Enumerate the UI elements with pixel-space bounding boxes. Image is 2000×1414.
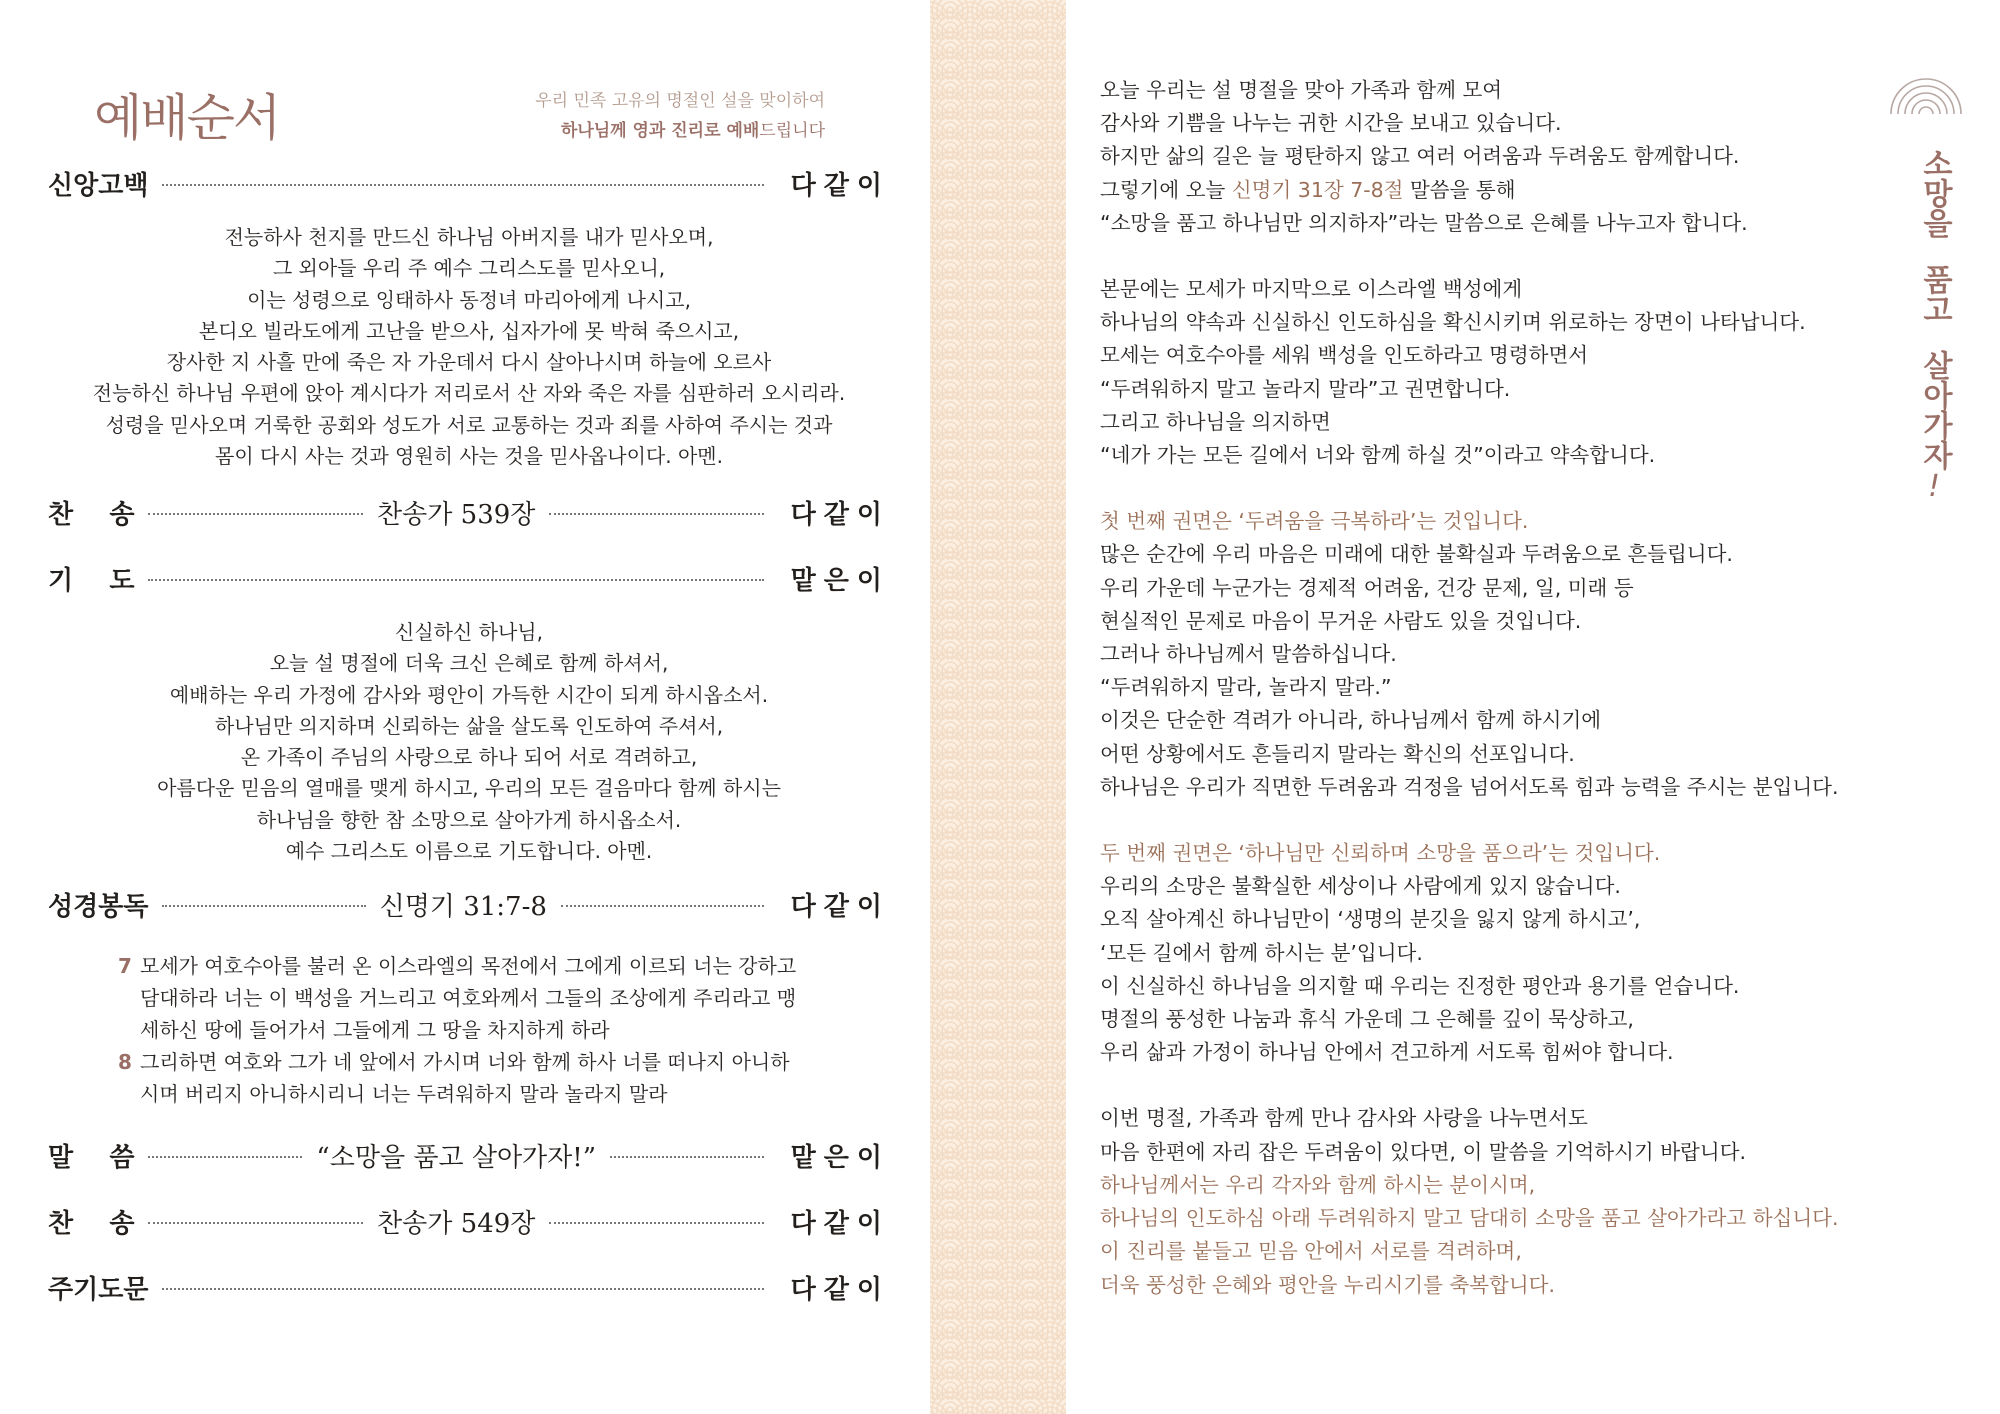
prayer-line: 예배하는 우리 가정에 감사와 평안이 가득한 시간이 되게 하시옵소서. <box>169 682 769 707</box>
subtitle-highlight: 하나님께 영과 진리로 예배 <box>560 121 760 141</box>
body-line: 많은 순간에 우리 마음은 미래에 대한 불확실과 두려움으로 흔들립니다. <box>1100 542 1733 567</box>
dot-leader <box>148 1156 302 1158</box>
order-center: 찬송가 549장 <box>377 1208 536 1239</box>
subtitle-end: 드립니다 <box>759 121 825 141</box>
prayer-line: 아름다운 믿음의 열매를 맺게 하시고, 우리의 모든 걸음마다 함께 하시는 <box>157 776 781 801</box>
verse-number: 8 <box>118 1050 132 1074</box>
order-role: 다같이 <box>790 891 891 922</box>
paragraph-heading: 두 번째 권면은 ‘하나님만 신뢰하며 소망을 품으라’는 것입니다. <box>1100 841 1661 866</box>
dot-leader <box>549 1222 764 1224</box>
paragraph <box>1100 74 1960 240</box>
sermon-body <box>1100 74 1960 1335</box>
verse-line: 세하신 땅에 들어가서 그들에게 그 땅을 차지하게 하라 <box>140 1018 610 1042</box>
order-item-prayer <box>48 558 890 598</box>
order-label: 주기도문 <box>48 1274 149 1305</box>
paragraph <box>1100 505 1960 804</box>
body-line: “네가 가는 모든 길에서 너와 함께 하실 것”이라고 약속합니다. <box>1100 443 1656 468</box>
order-role: 맡은이 <box>790 1142 890 1173</box>
prayer-line: 하나님만 의지하며 신뢰하는 삶을 살도록 인도하여 주셔서, <box>214 713 724 738</box>
creed-line: 전능하신 하나님 우편에 앉아 계시다가 저리로서 산 자와 죽은 자를 심판하러 오시리라. <box>92 381 846 406</box>
order-label: 말 씀 <box>48 1142 135 1173</box>
dot-leader <box>162 184 764 186</box>
body-line: 하나님의 약속과 신실하신 인도하심을 확신시키며 위로하는 장면이 나타납니다. <box>1100 310 1806 335</box>
dot-leader <box>148 513 363 515</box>
body-line: 이것은 단순한 격려가 아니라, 하나님께서 함께 하시기에 <box>1100 708 1602 733</box>
body-line: 오늘 우리는 설 명절을 맞아 가족과 함께 모여 <box>1100 78 1503 102</box>
verse-line: 담대하라 너는 이 백성을 거느리고 여호와께서 그들의 조상에게 주리라고 맹 <box>140 986 797 1010</box>
body-line: 우리의 소망은 불확실한 세상이나 사람에게 있지 않습니다. <box>1100 874 1621 899</box>
body-line: 하나님은 우리가 직면한 두려움과 걱정을 넘어서도록 힘과 능력을 주시는 분입니다. <box>1100 774 1839 799</box>
order-label: 찬 송 <box>48 1208 135 1239</box>
left-page <box>0 0 930 1414</box>
verse-number: 7 <box>118 954 132 978</box>
order-center: 찬송가 539장 <box>377 499 536 530</box>
body-line: 명절의 풍성한 나눔과 휴식 가운데 그 은혜를 깊이 묵상하고, <box>1100 1007 1634 1032</box>
order-label: 성경봉독 <box>48 891 149 922</box>
prayer-text <box>48 617 890 867</box>
scripture-reference: 신명기 31장 7-8절 <box>1231 177 1404 202</box>
dot-leader <box>162 1288 764 1290</box>
creed-text <box>48 222 890 472</box>
vertical-title-part: 품고 <box>1917 264 1952 324</box>
order-label: 찬 송 <box>48 499 135 530</box>
body-line: 이 신실하신 하나님을 의지할 때 우리는 진정한 평안과 용기를 얻습니다. <box>1100 973 1740 998</box>
creed-line: 이는 성령으로 잉태하사 동정녀 마리아에게 나시고, <box>247 287 691 312</box>
prayer-line: 예수 그리스도 이름으로 기도합니다. 아멘. <box>285 839 653 864</box>
vertical-title-part: 소망을 <box>1917 148 1952 238</box>
page-title: 예배순서 <box>94 89 280 147</box>
paragraph-heading: 첫 번째 권면은 ‘두려움을 극복하라’는 것입니다. <box>1100 509 1529 534</box>
dot-leader <box>549 513 764 515</box>
right-page <box>1066 0 2000 1414</box>
verse-line: 시며 버리지 아니하시리니 너는 두려워하지 말라 놀라지 말라 <box>140 1082 668 1106</box>
order-center: 신명기 31:7-8 <box>379 891 547 922</box>
vertical-title-part: ! <box>1927 469 1941 504</box>
body-line: ‘모든 길에서 함께 하시는 분’입니다. <box>1100 940 1423 965</box>
dot-leader <box>148 579 764 581</box>
verse <box>118 950 858 1046</box>
prayer-line: 오늘 설 명절에 더욱 크신 은혜로 함께 하셔서, <box>269 651 669 676</box>
body-line: 하나님께서는 우리 각자와 함께 하시는 분이시며, <box>1100 1172 1536 1197</box>
body-line: 감사와 기쁨을 나누는 귀한 시간을 보내고 있습니다. <box>1100 111 1562 136</box>
body-line <box>1100 174 1960 207</box>
wave-pattern-icon <box>930 0 1066 1414</box>
order-role: 다같이 <box>790 499 890 530</box>
order-role: 다같이 <box>790 1208 890 1239</box>
dot-leader <box>162 905 365 907</box>
wave-pattern-divider <box>930 0 1066 1414</box>
prayer-line: 하나님을 향한 참 소망으로 살아가게 하시옵소서. <box>256 807 682 832</box>
body-line: “소망을 품고 하나님만 의지하자”라는 말씀으로 은혜를 나누고자 합니다. <box>1100 210 1748 235</box>
body-line: 이 진리를 붙들고 믿음 안에서 서로를 격려하며, <box>1100 1239 1522 1264</box>
creed-line: 장사한 지 사흘 만에 죽은 자 가운데서 다시 살아나시며 하늘에 오르사 <box>166 350 772 375</box>
order-label: 신앙고백 <box>48 170 149 201</box>
order-item-sermon <box>48 1135 890 1175</box>
body-line: 그러나 하나님께서 말씀하십니다. <box>1100 642 1397 667</box>
body-line: “두려워하지 말고 놀라지 말라”고 권면합니다. <box>1100 376 1511 401</box>
creed-line: 전능하사 천지를 만드신 하나님 아버지를 내가 믿사오며, <box>224 225 714 249</box>
order-item-lords-prayer <box>48 1267 890 1307</box>
paragraph <box>1100 1102 1960 1301</box>
body-line: 하지만 삶의 길은 늘 평탄하지 않고 여러 어려움과 두려움도 함께합니다. <box>1100 144 1740 169</box>
body-line: 모세는 여호수아를 세워 백성을 인도하라고 명령하면서 <box>1100 343 1589 368</box>
body-line: 어떤 상황에서도 흔들리지 말라는 확신의 선포입니다. <box>1100 741 1575 766</box>
dot-leader <box>561 905 764 907</box>
body-line: 하나님의 인도하심 아래 두려워하지 말고 담대히 소망을 품고 살아가라고 하십니다. <box>1100 1206 1839 1231</box>
paragraph <box>1100 837 1960 1069</box>
order-role: 다같이 <box>790 1274 890 1305</box>
body-span: 그렇기에 오늘 <box>1100 177 1232 202</box>
order-item-hymn-1 <box>48 492 890 532</box>
verse-line: 모세가 여호수아를 불러 온 이스라엘의 목전에서 그에게 이르되 너는 강하고 <box>140 954 797 978</box>
body-line: 그리고 하나님을 의지하면 <box>1100 409 1331 434</box>
body-line: 우리 가운데 누군가는 경제적 어려움, 건강 문제, 일, 미래 등 <box>1100 575 1634 600</box>
creed-line: 성령을 믿사오며 거룩한 공회와 성도가 서로 교통하는 것과 죄를 사하여 주시는 것과 <box>105 412 833 437</box>
paragraph <box>1100 273 1960 472</box>
order-label: 기 도 <box>48 565 135 596</box>
subtitle-line-2 <box>440 116 825 146</box>
body-line: 본문에는 모세가 마지막으로 이스라엘 백성에게 <box>1100 277 1523 302</box>
order-item-hymn-2 <box>48 1201 890 1241</box>
verse-line: 그리하면 여호와 그가 네 앞에서 가시며 너와 함께 하사 너를 떠나지 아니하 <box>140 1050 790 1074</box>
body-line: 오직 살아계신 하나님만이 ‘생명의 분깃을 잃지 않게 하시고’, <box>1100 907 1641 932</box>
prayer-line: 신실하신 하나님, <box>395 620 543 644</box>
body-line: 이번 명절, 가족과 함께 만나 감사와 사랑을 나누면서도 <box>1100 1106 1588 1131</box>
dot-leader <box>148 1222 363 1224</box>
creed-line: 몸이 다시 사는 것과 영원히 사는 것을 믿사옵나이다. 아멘. <box>215 444 723 469</box>
subtitle-line-1: 우리 민족 고유의 명절인 설을 맞이하여 <box>535 91 825 111</box>
body-line: 마음 한편에 자리 잡은 두려움이 있다면, 이 말씀을 기억하시기 바랍니다. <box>1100 1139 1746 1164</box>
page-subtitle <box>440 86 825 146</box>
creed-line: 본디오 빌라도에게 고난을 받으사, 십자가에 못 박혀 죽으시고, <box>198 318 740 343</box>
verse <box>118 1046 858 1110</box>
body-line: “두려워하지 말라, 놀라지 말라.” <box>1100 675 1392 700</box>
body-span: 말씀을 통해 <box>1403 177 1516 202</box>
scripture-verses <box>118 950 858 1110</box>
order-role: 맡은이 <box>790 565 890 596</box>
order-center: “소망을 품고 살아가자!” <box>316 1142 597 1173</box>
order-role: 다같이 <box>790 170 890 201</box>
body-line: 더욱 풍성한 은혜와 평안을 누리시기를 축복합니다. <box>1100 1272 1555 1297</box>
vertical-title-part: 살아가자 <box>1917 350 1952 470</box>
body-line: 현실적인 문제로 마음이 무거운 사람도 있을 것입니다. <box>1100 608 1582 633</box>
order-item-reading <box>48 884 890 924</box>
creed-line: 그 외아들 우리 주 예수 그리스도를 믿사오니, <box>272 256 666 281</box>
prayer-line: 온 가족이 주님의 사랑으로 하나 되어 서로 격려하고, <box>240 745 698 770</box>
order-item-creed <box>48 163 890 203</box>
dot-leader <box>610 1156 764 1158</box>
body-line: 우리 삶과 가정이 하나님 안에서 견고하게 서도록 힘써야 합니다. <box>1100 1040 1674 1065</box>
